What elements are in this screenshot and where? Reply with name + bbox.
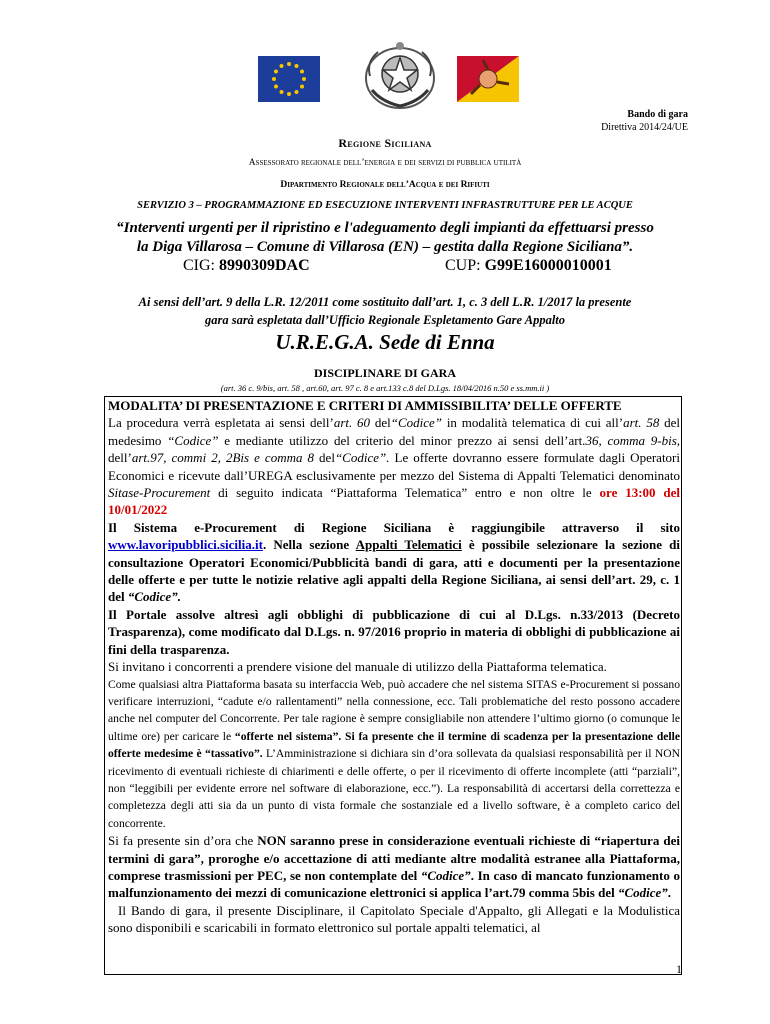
document-body [108,397,680,937]
text: Si fa presente sin d’ora che [108,833,258,849]
text: art.97, commi 2, 2Bis e comma 8 [131,450,315,466]
bando-label: Bando di gara [627,109,688,120]
text: art. 60 [333,415,371,431]
direttiva-label: Direttiva 2014/24/UE [601,122,688,133]
text: Il Sistema e-Procurement di Regione Siciliana è raggiungibile attraverso il sito [108,519,680,535]
deadline-text: ore 13:00 del 10/01/2022 [108,485,680,518]
tender-reference [601,108,688,134]
disciplinare-heading: DISCIPLINARE DI GARA [313,366,457,380]
cup-code [445,257,612,275]
text: NON saranno prese in considerazione eventuali richieste di “riapertura dei termini di gara”, proroghe e/o accettazione di atti mediante altre modalità estranee alla Piattaforma, comprese trasmissioni per PEC, se non contemplate del [108,833,681,883]
text: del [370,415,391,431]
text: art. 58 [623,415,660,431]
project-title-line-1: “Interventi urgenti per il ripristino e l'adeguamento degli impianti da effettuarsi presso [116,220,654,236]
text: e mediante utilizzo del criterio del minor prezzo ai sensi dell’art. [218,432,586,448]
cup-label: CUP: [445,257,481,274]
text: L’Amministrazione si dichiara sin d’ora sollevata da qualsiasi responsabilità per il NON ricevimento di eventuali richieste di chiarimenti e delle offerte, o per il ricevimento di offerte incomplete (atti “parziali”, non “leggibili per evidente errore nel software di elaborazione, ecc.”). La responsabilità di accertarsi della correttezza e completezza degli atti sia da un punto di vista formale che sostanziale ed a livello software, è a completo carico del concorrente. [108,747,680,830]
page-number: 1 [676,962,682,976]
paragraph-documents: Il Bando di gara, il presente Disciplinare, il Capitolato Speciale d'Appalto, gli Allegati e la Modulistica sono disponibili e scaricabili in formato elettronico sul portale appalti telematici, al [108,902,680,936]
cig-label: CIG: [183,257,215,274]
paragraph-manual: Si invitano i concorrenti a prendere visione del manuale di utilizzo della Piattaforma telematica. [108,659,607,675]
sicily-flag-icon [457,56,519,102]
text: è possibile selezionare la sezione di consultazione Operatori Economici/Pubblicità bandi di gara, atti e documenti per la presentazione delle offerte e per tutte le notizie relative agli appalti della Regione Siciliana, ai sensi dell’art. 29, c. 1 del [108,537,680,605]
project-title-line-2: la Diga Villarosa – Comune di Villarosa (EN) – gestita dalla Regione Siciliana”. [136,239,634,255]
legal-basis-line-2: gara sarà espletata dall’Ufficio Regionale Espletamento Gare Appalto [204,313,566,327]
lavoripubblici-link[interactable]: www.lavoripubblici.sicilia.it [108,537,263,553]
paragraph-eprocurement [108,519,680,606]
text: “Codice” [617,885,668,901]
text: “Codice”. [127,589,181,605]
paragraph-procedure [108,414,680,518]
text: “Codice” [420,867,471,883]
dipartimento-heading: Dipartimento Regionale dell’Acqua e dei Rifiuti [280,180,490,190]
appalti-telematici-label: Appalti Telematici [355,537,462,553]
region-heading: Regione Siciliana [338,136,432,150]
cup-value: G99E16000010001 [484,257,612,274]
paragraph-deadline-notice [108,832,680,902]
text: del [314,450,335,466]
text: 36, comma 9-bis [585,432,677,448]
text: “Codice” [390,415,443,431]
text: Sitase-Procurement [108,485,211,501]
text: . Nella sezione [262,537,356,553]
cig-value: 8990309DAC [219,257,310,274]
assessorato-heading: Assessorato regionale dell’energia e dei servizi di pubblica utilità [248,158,522,168]
text: , dell’ [108,432,681,466]
text: “Codice” [167,432,219,448]
text: Le offerte dovranno essere formulate dagli Operatori Economici e ricevute dall’UREGA esclusivamente per mezzo del Sistema di Appalti Telematici denominato [108,450,680,483]
articles-reference: (art. 36 c. 9/bis, art. 58 , art.60, art. 97 c. 8 e art.133 c.8 del D.Lgs. 18/04/2016 n.50 e ss.mm.ii ) [220,383,550,393]
text: “Codice”. [334,450,390,466]
text: del medesimo [108,415,681,448]
text: . [667,885,672,901]
text: in modalità telematica di cui all’ [442,415,624,431]
text: Come qualsiasi altra Piattaforma basata su interfaccia Web, può accadere che nel sistema SITAS e-Procurement si possano verificare interruzioni, “cadute e/o rallentamenti” nella connessione, ecc. Tali problematiche del resto possono accadere anche nel computer del Concorrente. Per tale ragione è sempre consigliabile non attendere l’ultimo giorno (o comunque le ultime ore) per caricare le [108,677,680,743]
legal-basis-line-1: Ai sensi dell’art. 9 della L.R. 12/2011 come sostituito dall’art. 1, c. 3 dell L.R. 1/2017 la presente [138,295,632,309]
text: di seguito indicata “Piattaforma Telematica” entro e non oltre le [210,485,600,501]
section-heading: MODALITA’ DI PRESENTAZIONE E CRITERI DI AMMISSIBILITA’ DELLE OFFERTE [108,398,622,413]
text: La procedura verrà espletata ai sensi dell’ [108,415,334,431]
eu-flag-icon [258,56,320,102]
text: . In caso di mancato funzionamento o malfunzionamento dei mezzi di comunicazione elettronici si applica l’art.79 comma 5bis del [108,867,680,901]
logo-strip [0,40,770,110]
urega-heading: U.R.E.G.A. Sede di Enna [275,330,495,354]
paragraph-transparency: Il Portale assolve altresì agli obblighi di pubblicazione di cui al D.Lgs. n.33/2013 (Decreto Trasparenza), come modificato dal D.Lgs. n. 97/2016 proprio in materia di obblighi di pubblicazione ai fini della trasparenza. [108,606,680,657]
servizio-heading: SERVIZIO 3 – PROGRAMMAZIONE ED ESECUZIONE INTERVENTI INFRASTRUTTURE PER LE ACQUE [137,200,633,211]
text: “offerte nel sistema”. Si fa presente che il termine di scadenza per la presentazione delle offerte medesime è “tassativo”. [108,729,681,761]
cig-code [183,257,310,275]
paragraph-disruptions [108,676,680,833]
italian-emblem-icon [360,40,440,110]
